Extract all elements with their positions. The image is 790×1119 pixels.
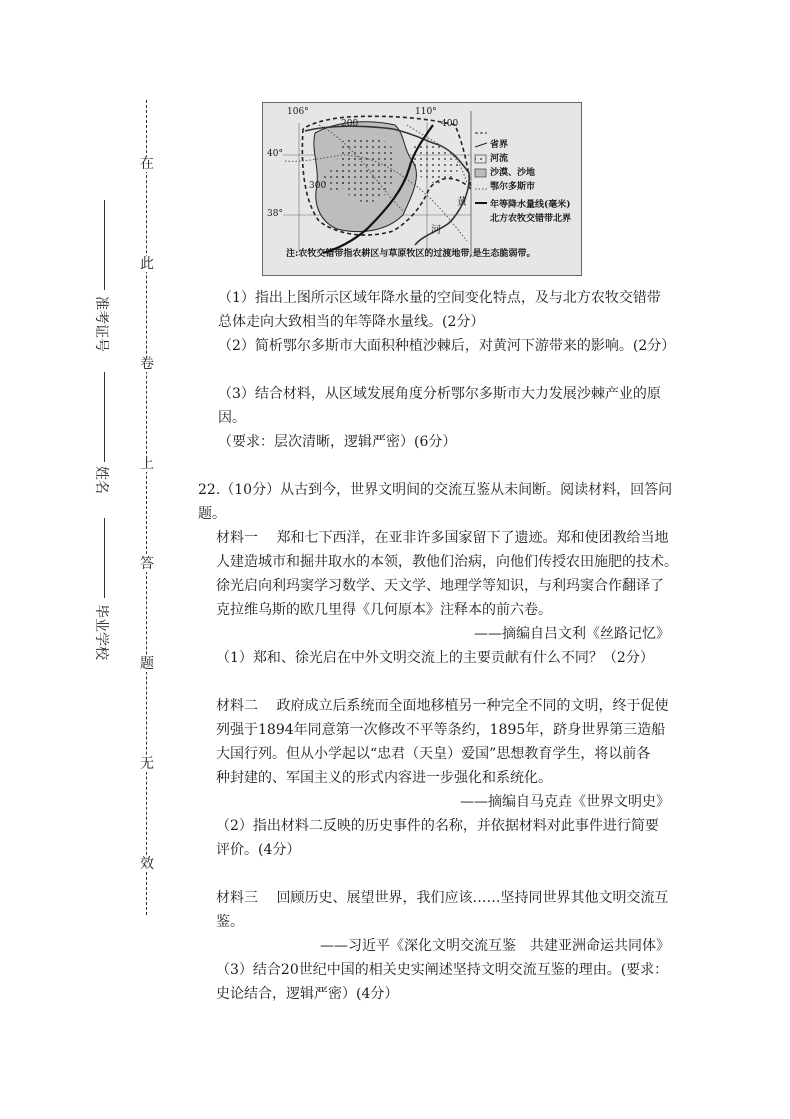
- lat-label: 38°: [267, 209, 283, 219]
- river-label: 黄: [457, 197, 467, 208]
- q21-part3-line1: （3）结合材料，从区域发展角度分析鄂尔多斯市大力发展沙棘产业的原: [218, 386, 661, 402]
- material3-line: 鉴。: [216, 914, 244, 930]
- legend-label: 年等降水量线(毫米): [490, 200, 571, 210]
- binding-char: 答: [140, 556, 154, 572]
- material3-line: 材料三 回顾历史、展望世界，我们应该……坚持同世界其他文明交流互: [216, 890, 669, 906]
- binding-char: 上: [140, 456, 154, 472]
- legend-river-swatch: [475, 143, 487, 147]
- q22-part3-line1: （3）结合20世纪中国的相关史实阐述坚持文明交流互鉴的理由。(要求：: [216, 962, 669, 978]
- isohyet-label: 200: [341, 119, 359, 129]
- exam-no-line[interactable]: [104, 200, 105, 290]
- q22-stem-line1: 22.（10分）从古到今，世界文明间的交流互鉴从未间断。阅读材料，回答问: [198, 482, 673, 498]
- material1-source: ——摘编自吕文利《丝路记忆》: [474, 626, 670, 642]
- q22-stem-line2: 题。: [198, 506, 226, 522]
- river-label: 河: [431, 225, 441, 236]
- material2-line: 材料二 政府成立后系统而全面地移植另一种完全不同的文明，终于促使: [216, 698, 669, 714]
- q22-part2-line1: （2）指出材料二反映的历史事件的名称，并依据材料对此事件进行简要: [216, 818, 659, 834]
- school-label: 毕业学校: [93, 604, 109, 660]
- q21-part2: （2）简析鄂尔多斯市大面积种植沙棘后，对黄河下游带来的影响。(2分）: [218, 338, 676, 354]
- exam-no-label: 准考证号: [93, 296, 109, 352]
- name-label: 姓名: [93, 466, 109, 494]
- q21-part1-line1: （1）指出上图所示区域年降水量的空间变化特点，及与北方农牧交错带: [218, 290, 661, 306]
- q21-requirement: （要求：层次清晰，逻辑严密）(6分）: [218, 434, 457, 450]
- material2-line: 种封建的、军国主义的形式内容进一步强化和系统化。: [216, 770, 552, 786]
- binding-char: 卷: [140, 356, 154, 372]
- legend-ordos-swatch: [475, 169, 486, 177]
- q21-part1-line2: 总体走向大致相当的年等降水量线。(2分）: [218, 314, 485, 330]
- lat-label: 40°: [267, 149, 283, 159]
- binding-char: 题: [140, 656, 154, 672]
- material1-line: 材料一 郑和七下西洋，在亚非许多国家留下了遗迹。郑和使团教给当地: [216, 530, 669, 546]
- name-line[interactable]: [104, 372, 105, 462]
- q22-part2-line2: 评价。(4分）: [216, 842, 301, 858]
- binding-char: 在: [140, 156, 154, 172]
- material1-line: 徐光启向利玛窦学习数学、天文学、地理学等知识，与利玛窦合作翻译了: [216, 578, 664, 594]
- q22-part3-line2: 史论结合，逻辑严密）(4分）: [216, 986, 399, 1002]
- legend-label: 河流: [490, 154, 509, 164]
- isohyet-label: 300: [309, 181, 327, 191]
- school-line[interactable]: [104, 518, 105, 598]
- q22-part1: （1）郑和、徐光启在中外文明交流上的主要贡献有什么不同？（2分）: [216, 650, 654, 666]
- material2-source: ——摘编自马克垚《世界文明史》: [460, 794, 670, 810]
- legend-label: 鄂尔多斯市: [490, 182, 536, 192]
- binding-char: 效: [140, 856, 154, 872]
- isohyet-label: 400: [441, 119, 459, 129]
- material1-line: 克拉维乌斯的欧几里得《几何原本》注释本的前六卷。: [216, 602, 552, 618]
- binding-dashed-line: [146, 100, 147, 915]
- legend-label: 沙漠、沙地: [490, 168, 536, 178]
- map-note: 注:农牧交错带指农耕区与草原牧区的过渡地带,是生态脆弱带。: [286, 249, 536, 259]
- desert-area: [412, 144, 459, 183]
- material2-line: 大国行列。但从小学起以“忠君（天皇）爱国”思想教育学生，将以前各: [216, 746, 651, 762]
- material1-line: 人建造城市和掘井取水的本领，教他们治病，向他们传授农田施肥的技术。: [216, 554, 678, 570]
- legend-desert-swatch: [475, 155, 486, 163]
- binding-char: 此: [140, 256, 154, 272]
- legend-label: 省界: [490, 140, 509, 150]
- binding-char: 无: [140, 756, 154, 772]
- material3-source: ——习近平《深化文明交流互鉴 共建亚洲命运共同体》: [320, 938, 670, 954]
- lon-label: 110°: [415, 107, 437, 117]
- lon-label: 106°: [287, 107, 309, 117]
- legend-label: 北方农牧交错带北界: [490, 214, 572, 224]
- q21-part3-line2: 因。: [218, 410, 246, 426]
- material2-line: 列强于1894年同意第一次修改不平等条约，1895年，跻身世界第三造船: [216, 722, 666, 738]
